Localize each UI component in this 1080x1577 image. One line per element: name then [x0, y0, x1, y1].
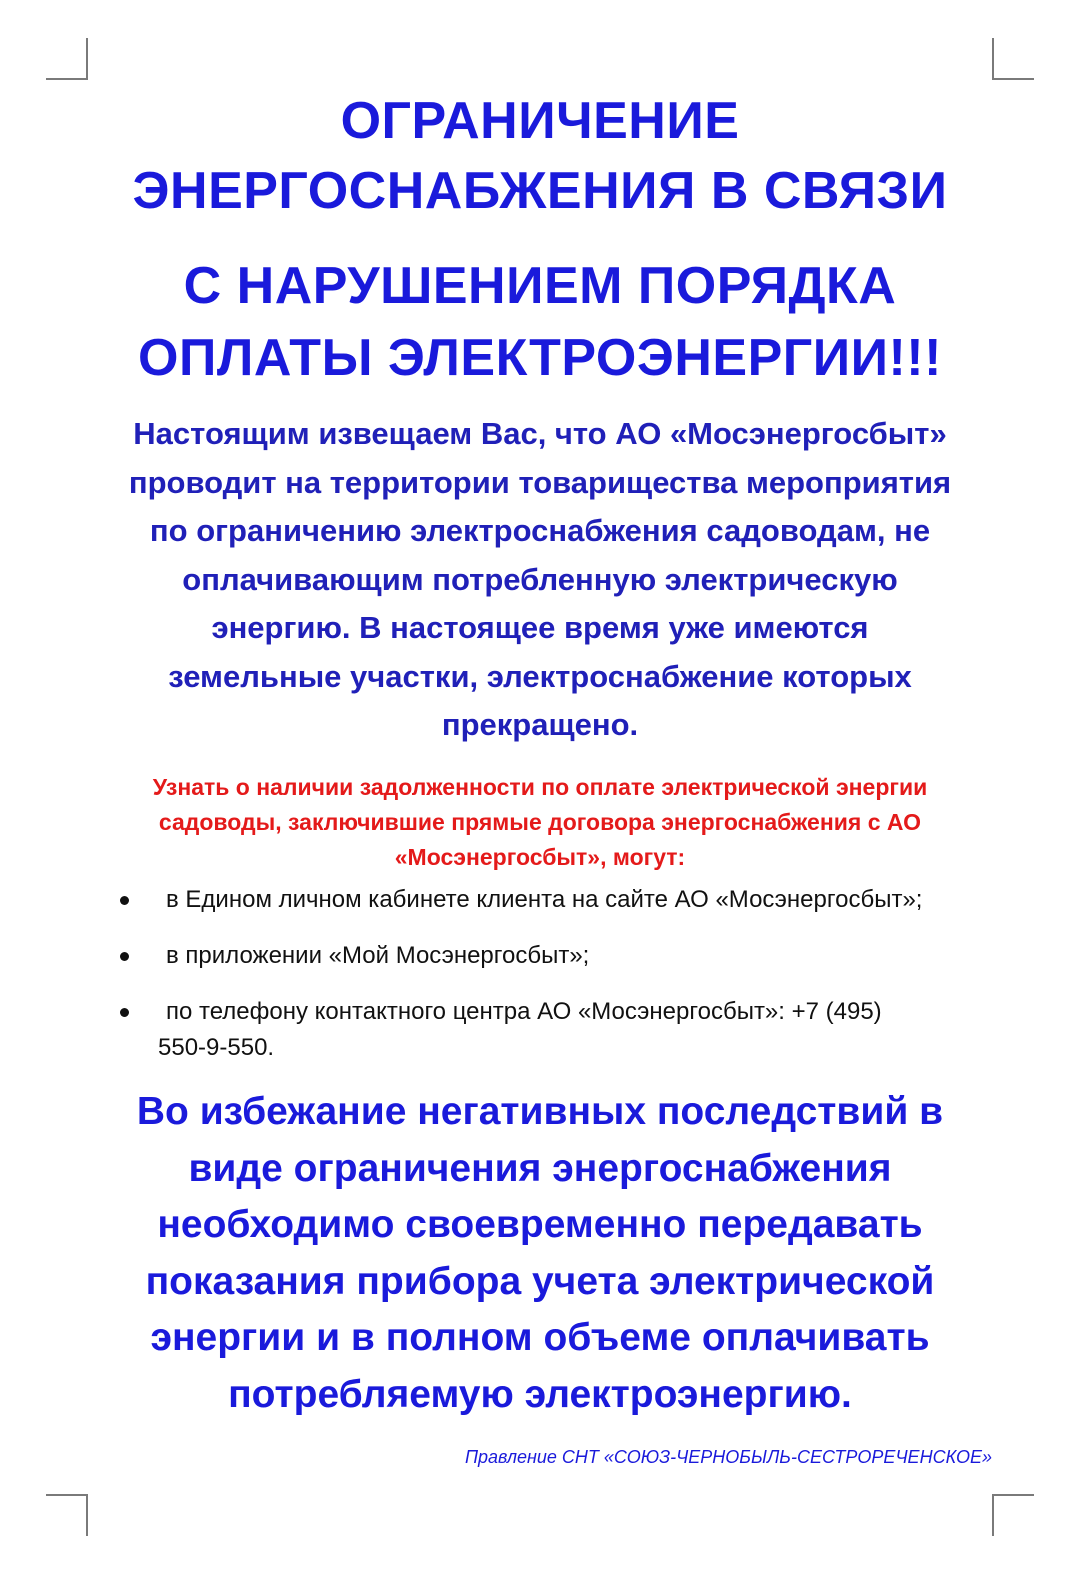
closing-line: виде ограничения энергоснабжения: [188, 1146, 892, 1190]
crop-mark-bottom-right: [992, 1494, 994, 1536]
list-item: [110, 938, 990, 974]
list-item-text: в Едином личном кабинете клиента на сайте АО «Мосэнергосбыт»;: [166, 886, 923, 913]
intro-line: Настоящим извещаем Вас, что АО «Мосэнергосбыт»: [133, 416, 947, 451]
title-block-1: [60, 86, 1020, 226]
crop-mark-top-left: [86, 38, 88, 80]
title-line-2: ЭНЕРГОСНАБЖЕНИЯ В СВЯЗИ: [132, 162, 948, 220]
intro-line: по ограничению электроснабжения садоводам, не: [149, 513, 931, 548]
intro-line: земельные участки, электроснабжение которых: [168, 658, 912, 694]
intro-line: энергию. В настоящее время уже имеются: [211, 610, 869, 645]
closing-line: показания прибора учета электрической: [145, 1259, 935, 1303]
debt-check-line: «Мосэнергосбыт», могут:: [394, 844, 686, 870]
closing-line: потребляемую электроэнергию.: [228, 1372, 852, 1416]
crop-mark-bottom-left-h: [46, 1494, 88, 1496]
list-item: [110, 994, 990, 1066]
crop-mark-bottom-left: [86, 1494, 88, 1536]
closing-line: энергии и в полном объеме оплачивать: [150, 1316, 930, 1359]
crop-mark-bottom-right-h: [992, 1494, 1034, 1496]
bullet-icon: [120, 952, 129, 961]
bullet-icon: [120, 896, 129, 905]
intro-line: проводит на территории товарищества мероприятия: [128, 464, 952, 500]
phone-number: 550-9-550.: [158, 1034, 275, 1061]
title-block-2: [60, 250, 1020, 394]
list-item-text: по телефону контактного центра АО «Мосэнергосбыт»: +7 (495): [166, 998, 882, 1025]
intro-paragraph: [80, 410, 1000, 750]
title-line-4: ОПЛАТЫ ЭЛЕКТРОЭНЕРГИИ!!!: [138, 329, 942, 387]
list-item-text: в приложении «Мой Мосэнергосбыт»;: [166, 942, 590, 969]
closing-line: Во избежание негативных последствий в: [136, 1090, 944, 1133]
closing-line: необходимо своевременно передавать: [157, 1203, 923, 1246]
debt-check-line: Узнать о наличии задолженности по оплате электрической энергии: [152, 774, 928, 800]
signature: Правление СНТ «СОЮЗ-ЧЕРНОБЫЛЬ-СЕСТРОРЕЧЕНСКОЕ»: [464, 1447, 992, 1467]
debt-check-line: садоводы, заключившие прямые договора энергоснабжения с АО: [158, 809, 922, 835]
crop-mark-top-left-h: [46, 78, 88, 80]
crop-mark-top-right-h: [992, 78, 1034, 80]
bullet-icon: [120, 1008, 129, 1017]
contact-methods-list: [110, 882, 990, 1086]
list-item: [110, 882, 990, 918]
crop-mark-top-right: [992, 38, 994, 80]
title-line-3: С НАРУШЕНИЕМ ПОРЯДКА: [183, 257, 897, 315]
title-line-1: ОГРАНИЧЕНИЕ: [340, 92, 740, 150]
intro-line: оплачивающим потребленную электрическую: [182, 561, 898, 597]
intro-line: прекращено.: [441, 707, 639, 742]
closing-paragraph: [60, 1084, 1020, 1423]
debt-check-paragraph: [100, 770, 980, 875]
